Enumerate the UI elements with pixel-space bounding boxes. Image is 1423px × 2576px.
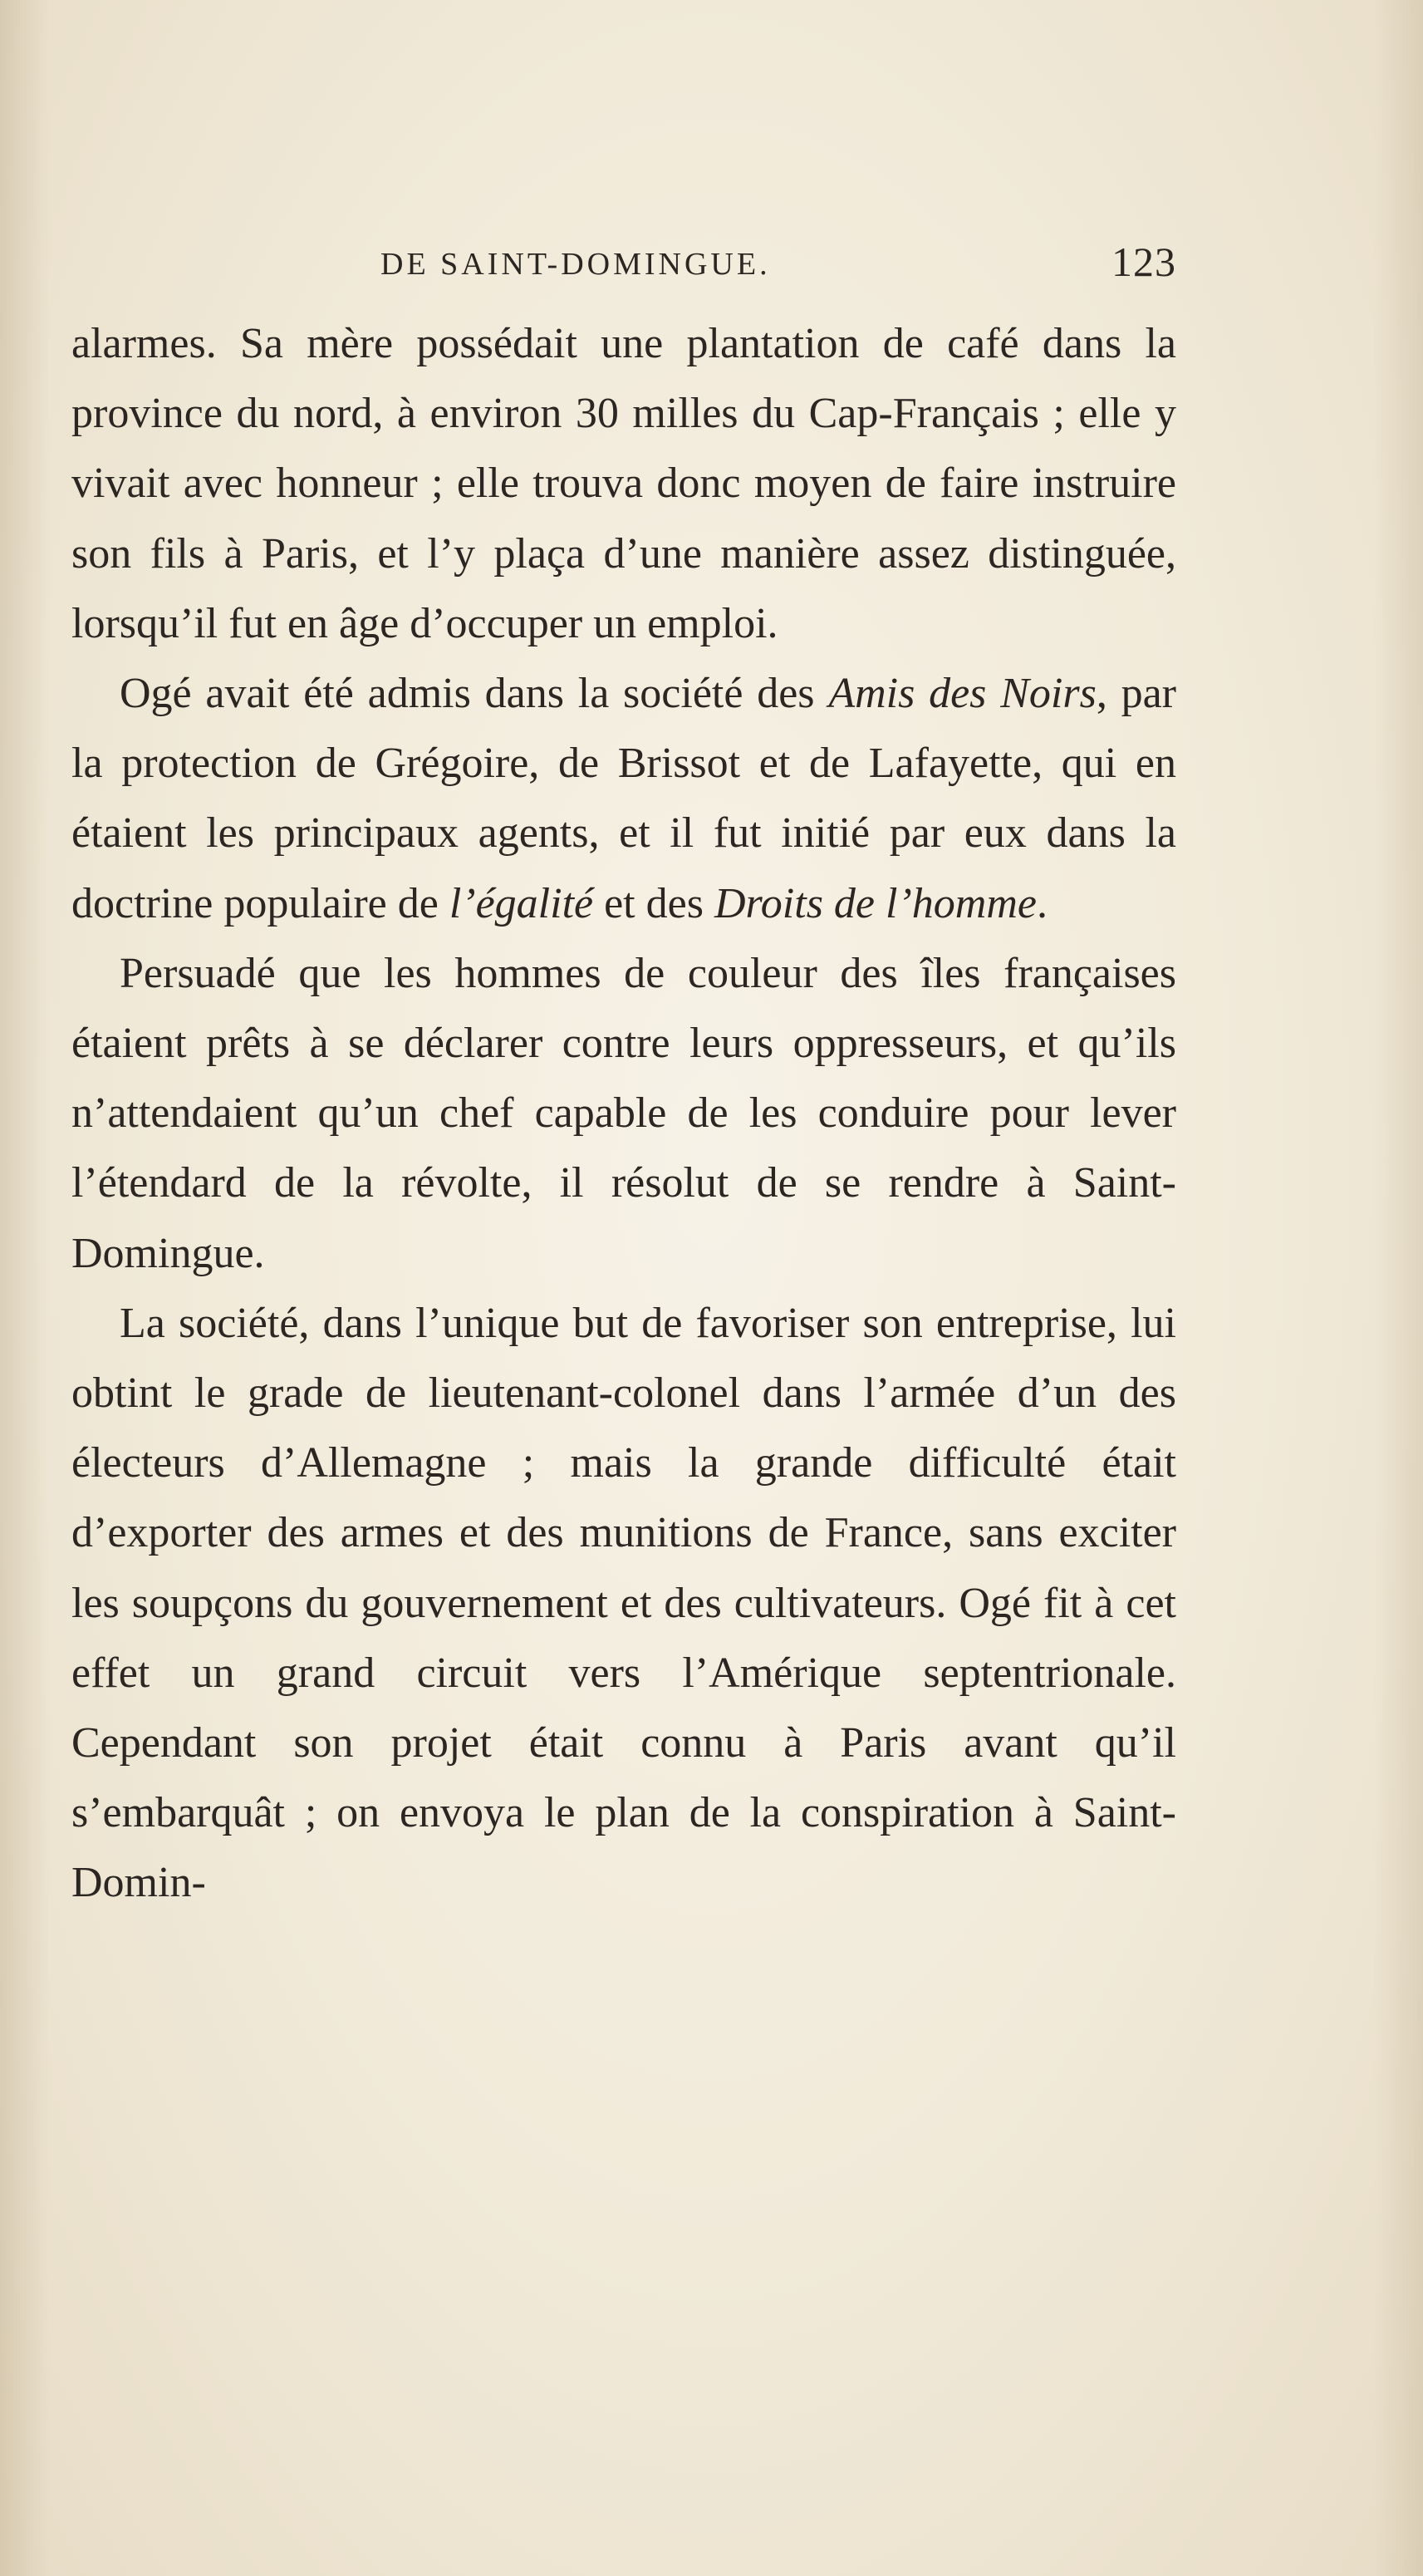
paragraph-2-text-b: , par la protection de Grégoire, de Brissot et de Lafayette, qui en étaient les principaux agents, et il fut initié par eux dans la doctrine populaire de — [71, 670, 1176, 927]
running-head — [71, 238, 1176, 293]
page-number: 123 — [1111, 238, 1176, 285]
italic-egalite: l’égalité — [449, 879, 594, 927]
paragraph-2-text-d: . — [1036, 879, 1048, 927]
italic-droits-de-l-homme: Droits de l’homme — [714, 879, 1037, 927]
paragraph-3 — [71, 939, 1176, 1289]
body-text — [71, 309, 1176, 1919]
paragraph-4-text: La société, dans l’unique but de favoriser son entreprise, lui obtint le grade de lieutenant-colonel dans l’armée d’un des électeurs d’Allemagne ; mais la grande difficulté était d’exporter des armes et des munitions de France, sans exciter les soupçons du gouvernement et des cultivateurs. Ogé fit à cet effet un grand circuit vers l’Amérique septentrionale. Cependant son projet était connu à Paris avant qu’il s’embarquât ; on envoya le plan de la conspiration à Saint-Domin- — [71, 1299, 1176, 1907]
running-title: DE SAINT-DOMINGUE. — [380, 247, 771, 282]
paragraph-4 — [71, 1289, 1176, 1919]
paragraph-1 — [71, 309, 1176, 659]
paragraph-2-text-c: et des — [593, 879, 714, 927]
paragraph-1-text: alarmes. Sa mère possédait une plantation de café dans la province du nord, à environ 30 milles du Cap-Français ; elle y vivait avec honneur ; elle trouva donc moyen de faire instruire son fils à Paris, et l’y plaça d’une manière assez distinguée, lorsqu’il fut en âge d’occuper un emploi. — [71, 320, 1176, 647]
italic-amis-des-noirs: Amis des Noirs — [828, 670, 1097, 718]
page-edge-shadow-right — [1373, 0, 1423, 2576]
paragraph-3-text: Persuadé que les hommes de couleur des îles françaises étaient prêts à se déclarer contre leurs oppresseurs, et qu’ils n’attendaient qu’un chef capable de les conduire pour lever l’étendard de la révolte, il résolut de se rendre à Saint-Domingue. — [71, 949, 1176, 1277]
page-edge-shadow-left — [0, 0, 50, 2576]
paragraph-2-text-a: Ogé avait été admis dans la société des — [120, 670, 829, 718]
paragraph-2 — [71, 659, 1176, 939]
